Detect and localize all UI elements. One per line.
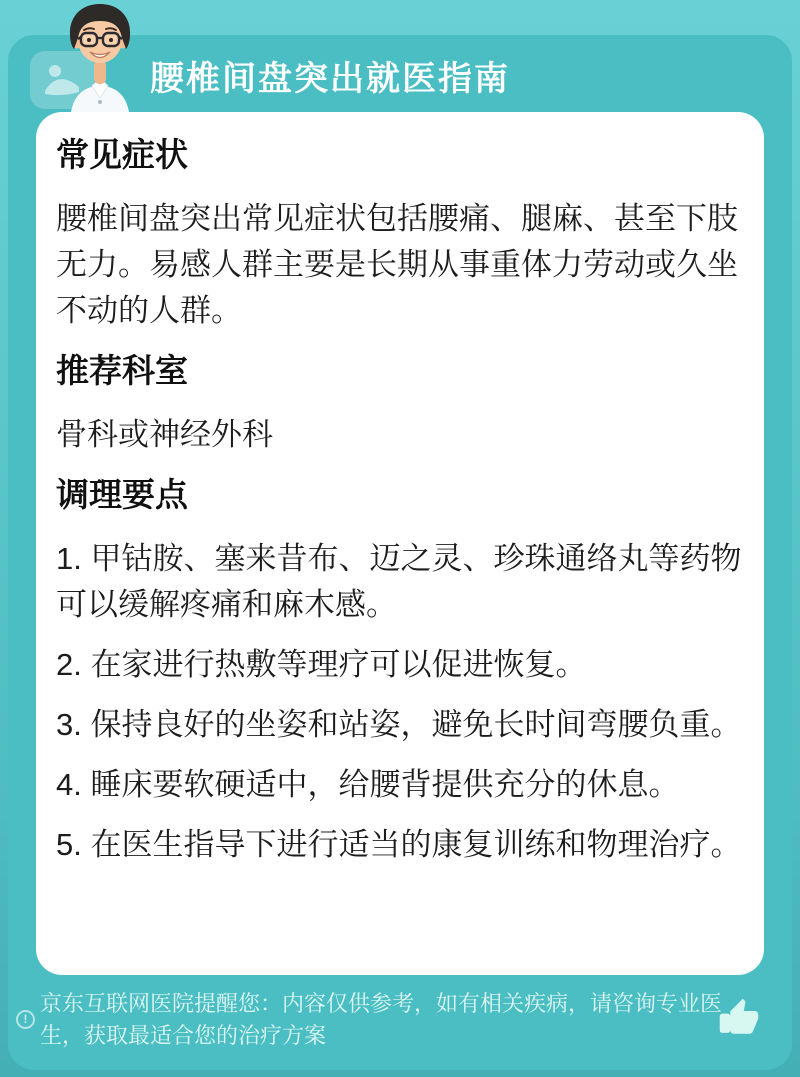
section-heading-symptoms: 常见症状	[56, 136, 188, 173]
doctor-avatar	[54, 2, 146, 124]
doctor-avatar-illustration	[54, 2, 146, 124]
thumbs-up-glyph	[718, 997, 760, 1039]
exclamation-circle-icon	[16, 1010, 35, 1029]
tip-item-1: 1. 甲钴胺、塞来昔布、迈之灵、珍珠通络丸等药物可以缓解疼痛和麻木感。	[56, 541, 742, 622]
guide-panel	[8, 35, 792, 1070]
section-heading-department: 推荐科室	[56, 352, 188, 389]
tip-item-2: 2. 在家进行热敷等理疗可以促进恢复。	[56, 647, 587, 682]
tip-item-3: 3. 保持良好的坐姿和站姿，避免长时间弯腰负重。	[56, 707, 742, 742]
section-heading-tips: 调理要点	[56, 476, 188, 513]
exclamation-glyph: !	[23, 1012, 28, 1026]
thumbs-up-icon[interactable]	[718, 997, 760, 1039]
tip-item-5: 5. 在医生指导下进行适当的康复训练和物理治疗。	[56, 827, 742, 862]
content-card	[36, 112, 764, 975]
page-title: 腰椎间盘突出就医指南	[150, 60, 510, 98]
symptoms-text: 腰椎间盘突出常见症状包括腰痛、腿麻、甚至下肢无力。易感人群主要是长期从事重体力劳动或久坐不动的人群。	[56, 201, 738, 328]
tip-item-4: 4. 睡床要软硬适中，给腰背提供充分的休息。	[56, 767, 680, 802]
disclaimer-text: 京东互联网医院提醒您：内容仅供参考，如有相关疾病，请咨询专业医生，获取最适合您的治疗方案	[40, 991, 723, 1048]
department-text: 骨科或神经外科	[56, 417, 273, 452]
